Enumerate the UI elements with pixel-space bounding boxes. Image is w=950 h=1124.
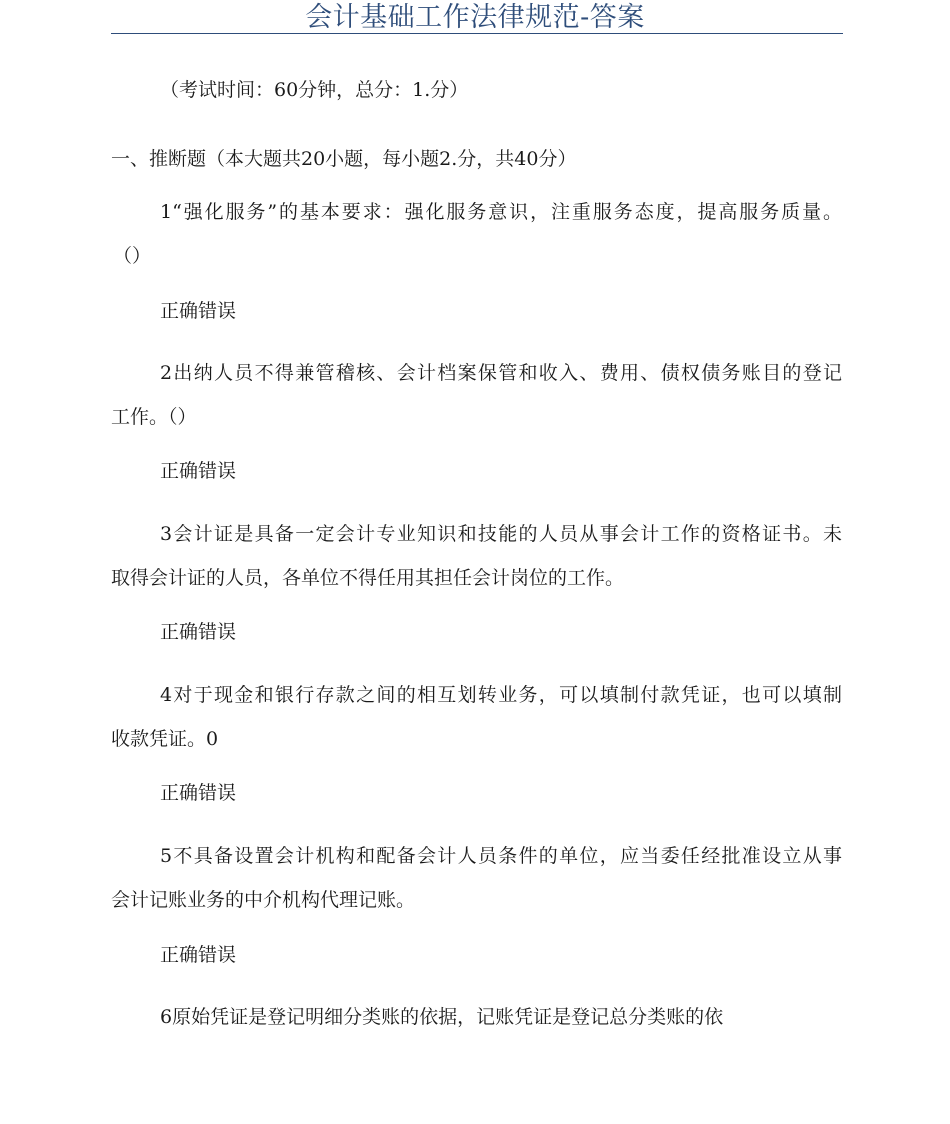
question-6-text: 6原始凭证是登记明细分类账的依据，记账凭证是登记总分类账的依 bbox=[160, 1006, 724, 1028]
section-heading: 一、推断题（本大题共20小题，每小题2.分，共40分） bbox=[111, 148, 577, 170]
question-4-text-cont: 收款凭证。0 bbox=[111, 728, 219, 750]
question-5-text: 5不具备设置会计机构和配备会计人员条件的单位，应当委任经批准设立从事 bbox=[160, 845, 842, 867]
question-1-text-cont: （） bbox=[113, 245, 152, 267]
question-2-text: 2出纳人员不得兼管稽核、会计档案保管和收入、费用、债权债务账目的登记 bbox=[160, 362, 842, 384]
question-3-text: 3会计证是具备一定会计专业知识和技能的人员从事会计工作的资格证书。未 bbox=[160, 523, 842, 545]
question-3-text-cont: 取得会计证的人员，各单位不得任用其担任会计岗位的工作。 bbox=[111, 567, 625, 589]
question-5-choices: 正确错误 bbox=[160, 944, 237, 966]
question-1-choices: 正确错误 bbox=[160, 300, 237, 322]
question-5-text-cont: 会计记账业务的中介机构代理记账。 bbox=[111, 889, 416, 911]
question-2-choices: 正确错误 bbox=[160, 460, 237, 482]
document-title: 会计基础工作法律规范-答案 bbox=[305, 2, 645, 33]
question-1-text: 1“强化服务”的基本要求：强化服务意识，注重服务态度，提高服务质量。 bbox=[160, 201, 842, 223]
question-2-text-cont: 工作。（） bbox=[111, 406, 197, 428]
exam-info: （考试时间：60分钟，总分：1.分） bbox=[160, 79, 469, 101]
title-underline bbox=[111, 33, 843, 34]
question-3-choices: 正确错误 bbox=[160, 621, 237, 643]
question-4-choices: 正确错误 bbox=[160, 782, 237, 804]
question-4-text: 4对于现金和银行存款之间的相互划转业务，可以填制付款凭证，也可以填制 bbox=[160, 684, 842, 706]
